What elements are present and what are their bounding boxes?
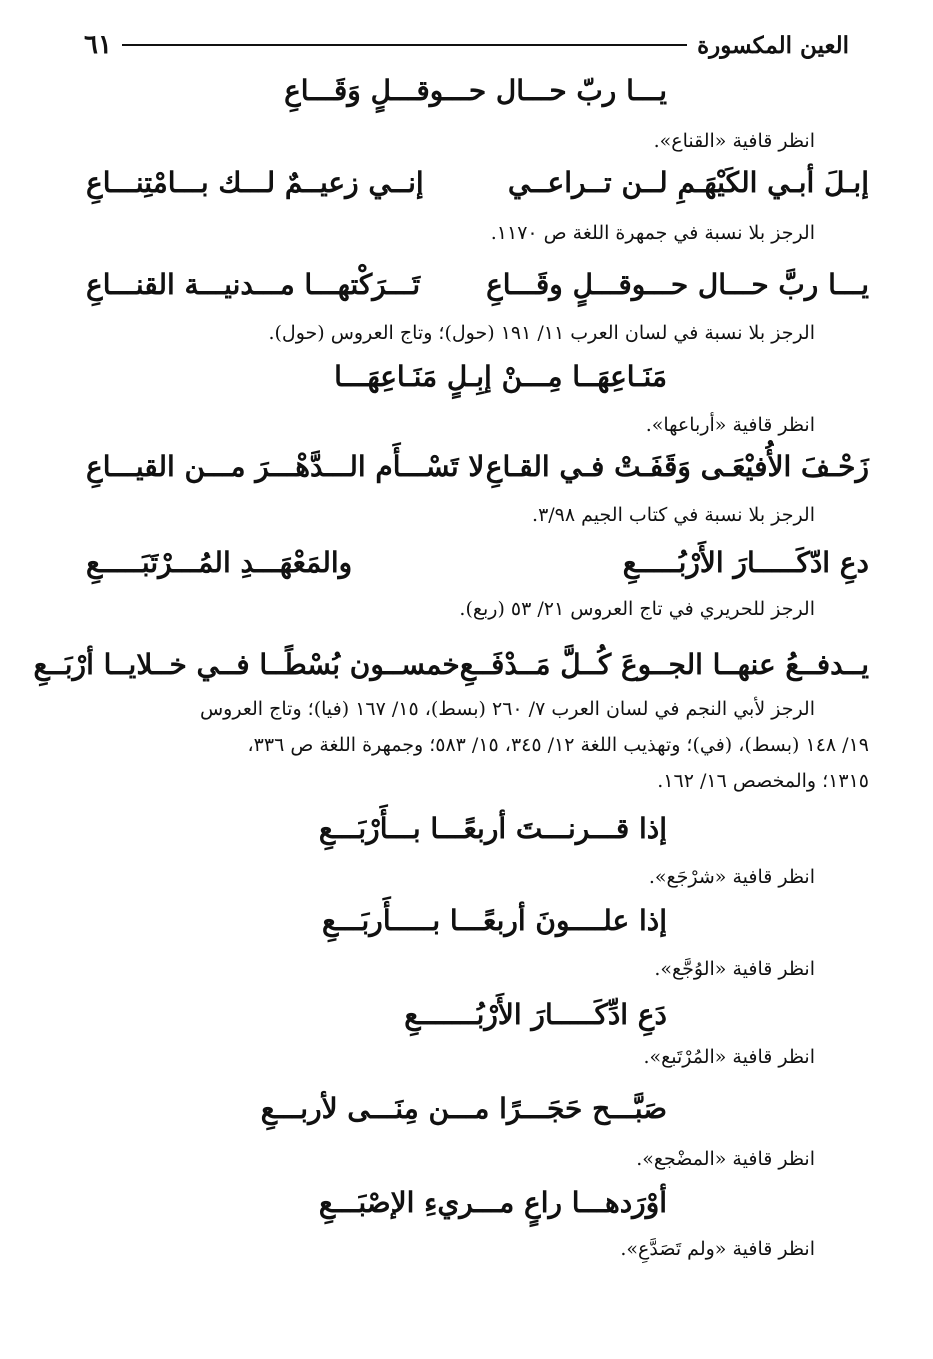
- note-line: الرجز بلا نسبة في كتاب الجيم ٣/٩٨.: [532, 504, 815, 526]
- verse-line: أوْرَدهـــا راعٍ مـــريءِ الإصْبَـــعِ: [318, 1186, 667, 1219]
- verse-line: [33, 648, 869, 681]
- second-hemistich: والمَعْهَـــدِ المُـــرْتَبَـــــعِ: [86, 546, 353, 579]
- page-header: [84, 28, 849, 62]
- note-line: انظر قافية «الوُجَّع».: [654, 958, 815, 980]
- note-line: ١٣١٥؛ والمخصص ١٦/ ١٦٢.: [657, 770, 869, 792]
- note-line: انظر قافية «القناع».: [653, 130, 815, 152]
- note-line: ١٩/ ١٤٨ (بسط)، (في)؛ وتهذيب اللغة ١٢/ ٣٤٥، ١٥/ ٥٨٣؛ وجمهرة اللغة ص ٣٣٦،: [247, 734, 869, 756]
- first-hemistich: يــدفــعُ عنهــا الجــوعَ كُــلَّ مَــدْفَــعِ: [459, 648, 869, 681]
- verse-line: [86, 546, 869, 579]
- note-line: الرجز بلا نسبة في جمهرة اللغة ص ١١٧٠.: [490, 222, 815, 244]
- verse-line: [86, 450, 869, 483]
- verse-line: دَعِ ادِّكَـــــارَ الأَرْبُـــــــعِ: [404, 998, 667, 1031]
- note-line: انظر قافية «أرباعها».: [645, 414, 815, 436]
- note-line: الرجز للحريري في تاج العروس ٢١/ ٥٣ (ربع).: [459, 598, 815, 620]
- note-line: انظر قافية «المُرْتَبع».: [643, 1046, 815, 1068]
- note-line: الرجز لأبي النجم في لسان العرب ٧/ ٢٦٠ (بسط)، ١٥/ ١٦٧ (فيا)؛ وتاج العروس: [199, 698, 815, 720]
- note-line: انظر قافية «المضْجع».: [636, 1148, 815, 1170]
- section-title: العين المكسورة: [697, 31, 849, 59]
- verse-line: إذا قـــرنـــتَ أربعًـــا بـــأَرْبَـــعِ: [318, 812, 667, 845]
- first-hemistich: زَحْـفَ الأُفيْعَـى وَقَفَـتْ فـي القـاعِ: [485, 450, 869, 483]
- verse-line: صَبَّـــح حَجَـــرًا مـــن مِنَـــى لأربـــعِ: [260, 1092, 667, 1125]
- second-hemistich: لا تَسْـــأَم الـــدَّهْـــرَ مـــن القيـــاعِ: [86, 450, 485, 483]
- verse-line: إذا علــــونَ أربعًـــا بـــــأَربَـــعِ: [322, 904, 667, 937]
- note-line: انظر قافية «ولم تَصَدَّعِ».: [620, 1238, 815, 1260]
- verse-line: مَنَـاعِهَــا مِـــنْ إبِـلٍ مَنَـاعِهَـــا: [334, 360, 667, 393]
- page-number: ٦١: [84, 30, 112, 60]
- note-line: انظر قافية «شرْجَع».: [648, 866, 815, 888]
- second-hemistich: خمســون بُسْطًــا فــي خــلايــا أرْبَــعِ: [33, 648, 460, 681]
- second-hemistich: تَـــرَكْتهـــا مـــدنيـــة القنـــاعِ: [86, 268, 421, 301]
- second-hemistich: إنــي زعيــمٌ لـــك بـــامْتِنـــاعِ: [86, 166, 424, 199]
- first-hemistich: يـــا ربَّ حـــال حـــوقـــلٍ وقَـــاعِ: [486, 268, 869, 301]
- verse-line: [86, 166, 869, 199]
- verse-line: [86, 268, 869, 301]
- first-hemistich: إبـلَ أبـي الكَيْهَـمِ لــن تــراعــي: [507, 166, 869, 199]
- note-line: الرجز بلا نسبة في لسان العرب ١١/ ١٩١ (حول)؛ وتاج العروس (حول).: [268, 322, 815, 344]
- header-divider: [122, 44, 687, 46]
- first-hemistich: دعِ ادّكَـــــارَ الأَرْبُـــــعِ: [622, 546, 869, 579]
- verse-line: يـــا ربّ حـــال حـــوقـــلٍ وَقَـــاعِ: [284, 74, 667, 107]
